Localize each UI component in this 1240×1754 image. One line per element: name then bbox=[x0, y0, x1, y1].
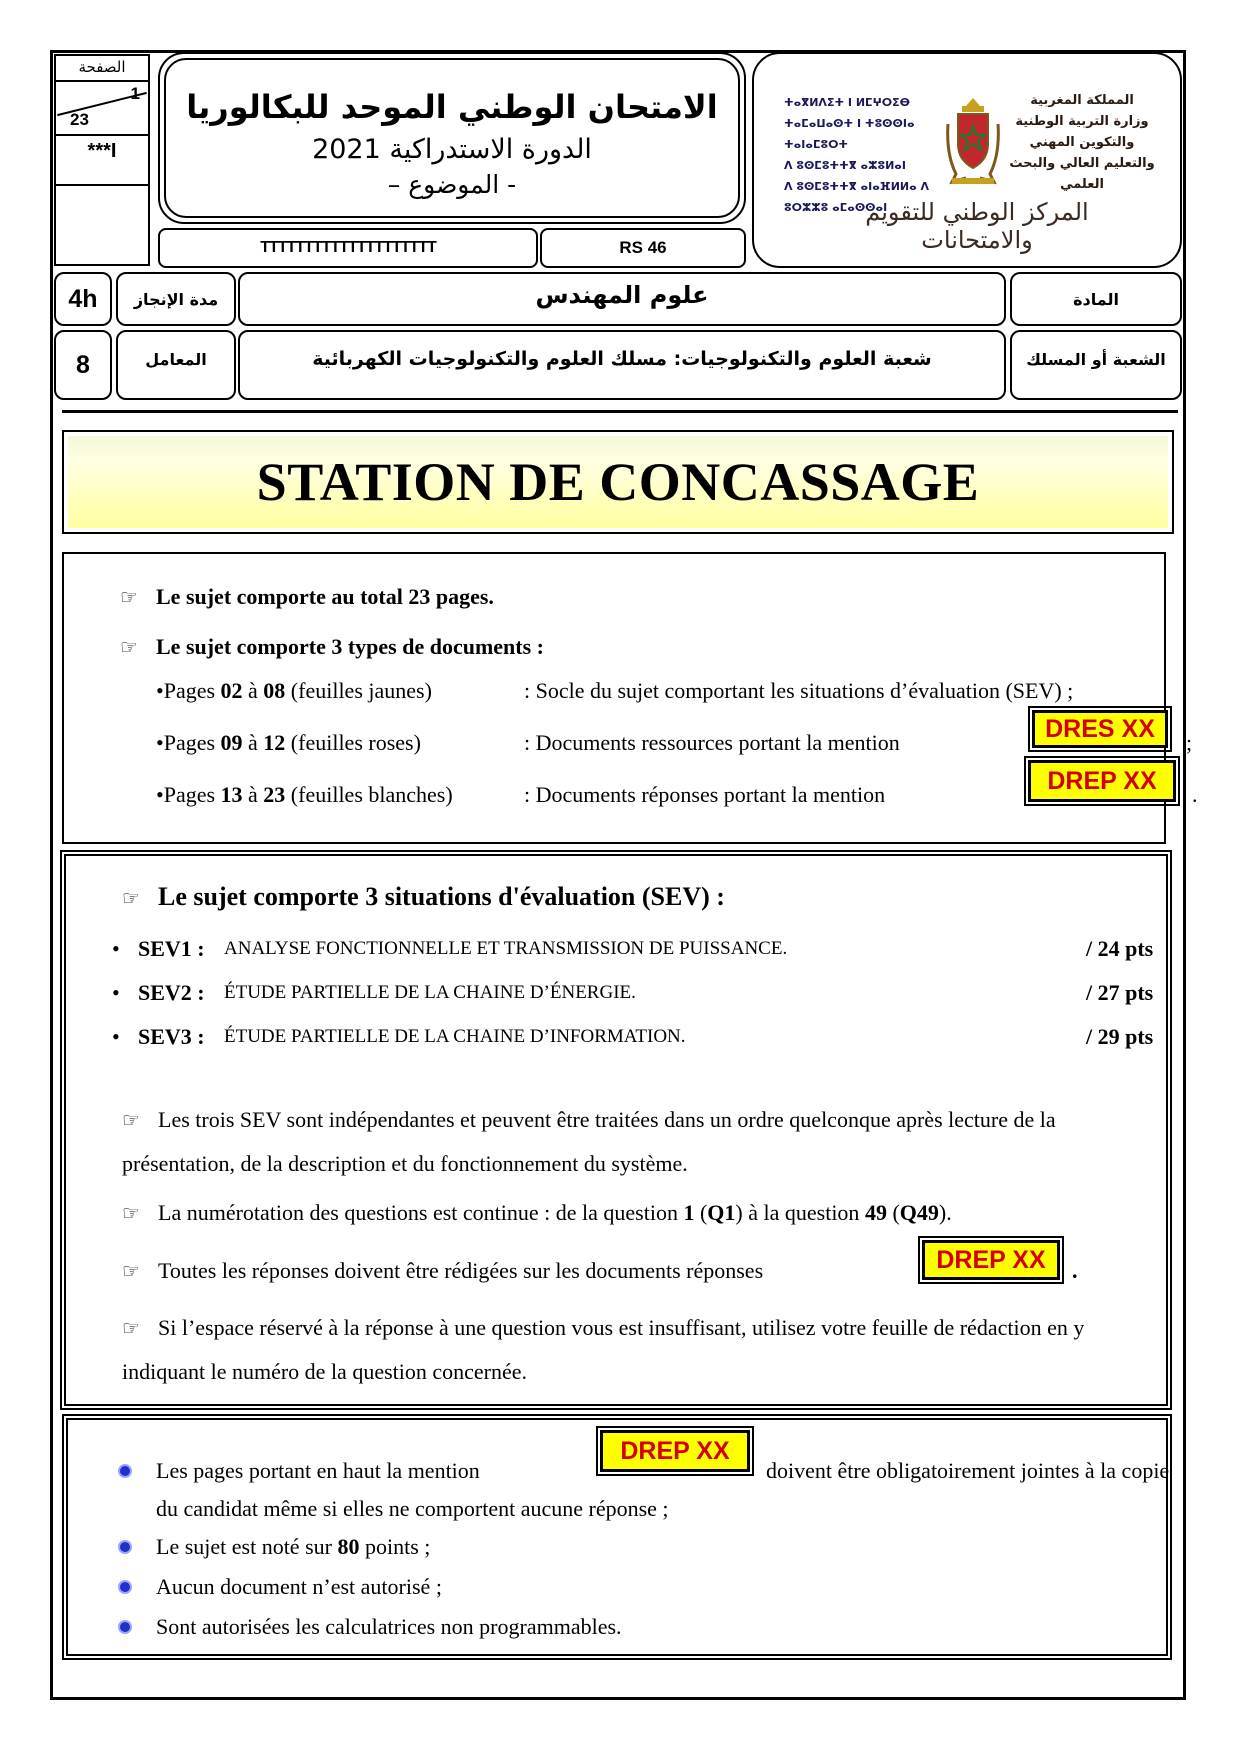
pointing-hand-icon: ☞ bbox=[120, 635, 138, 659]
doc-from: 13 bbox=[220, 782, 243, 807]
bullet-icon: • bbox=[156, 782, 164, 807]
branch-name: شعبة العلوم والتكنولوجيات: مسلك العلوم والتكنولوجيات الكهربائية bbox=[312, 348, 932, 370]
doc-end: ; bbox=[1186, 730, 1193, 755]
note-numbering-a: La numérotation des questions est continue : de la question bbox=[158, 1200, 684, 1225]
dres-tag: DRES XX bbox=[1032, 710, 1168, 748]
doc-type-row bbox=[156, 678, 1156, 704]
rule-item-1c: du candidat même si elles ne comportent aucune réponse ; bbox=[156, 1496, 669, 1521]
doc-pre: Pages bbox=[163, 782, 221, 807]
pointing-hand-icon: ☞ bbox=[122, 1259, 140, 1283]
duration-label bbox=[116, 272, 236, 326]
doc-mid: à bbox=[242, 730, 264, 755]
doc-desc: : Socle du sujet comportant les situations d’évaluation (SEV) ; bbox=[524, 678, 1074, 703]
bullet-icon: • bbox=[112, 980, 120, 1005]
page-label: الصفحة bbox=[56, 58, 148, 82]
drep-tag: DREP XX bbox=[600, 1430, 750, 1472]
ministry-line: المملكة المغربية bbox=[1030, 93, 1134, 108]
sev-heading-text: Le sujet comporte 3 situations d'évaluation (SEV) : bbox=[158, 882, 725, 911]
rule-item-2b: 80 bbox=[337, 1534, 360, 1559]
doc-to: 12 bbox=[263, 730, 286, 755]
branch-label bbox=[1010, 330, 1182, 400]
note-numbering bbox=[122, 1200, 1132, 1226]
ministry-line: والتكوين المهني bbox=[1029, 135, 1135, 150]
doc-type-row bbox=[156, 715, 1193, 756]
doc-mid: à bbox=[242, 782, 264, 807]
sev-code: SEV3 : bbox=[138, 1024, 205, 1049]
note-numbering-c: ( bbox=[694, 1200, 708, 1225]
sev-label: ÉTUDE PARTIELLE DE LA CHAINE D’ÉNERGIE. bbox=[224, 982, 636, 1003]
subject-name-box bbox=[238, 272, 1006, 326]
title-banner bbox=[62, 430, 1174, 534]
blue-bullet-icon bbox=[120, 1542, 130, 1552]
rule-item-2 bbox=[156, 1534, 430, 1560]
note-numbering-f: 49 bbox=[864, 1200, 887, 1225]
code-left-text: TTTTTTTTTTTTTTTTTTTT bbox=[260, 239, 436, 256]
rule-item-1a: Les pages portant en haut la mention bbox=[156, 1458, 480, 1483]
doc-pre: Pages bbox=[163, 678, 221, 703]
note-space-text: Si l’espace réservé à la réponse à une question vous est insuffisant, utilisez votre feuille de rédaction en y indiquant le numéro de la question concernée. bbox=[122, 1315, 1085, 1384]
doc-desc: : Documents ressources portant la mention bbox=[524, 730, 900, 755]
duration-value bbox=[54, 272, 112, 326]
exam-title-box bbox=[158, 52, 746, 224]
doc-line-2 bbox=[120, 634, 544, 660]
bullet-icon: • bbox=[156, 730, 164, 755]
sev-heading bbox=[122, 882, 725, 912]
note-independent-text: Les trois SEV sont indépendantes et peuvent être traitées dans un ordre quelconque après lecture de la présentation, de la description et du fonctionnement du système. bbox=[122, 1107, 1056, 1176]
pointing-hand-icon: ☞ bbox=[122, 1201, 140, 1225]
tifinagh-line: ⵜⴰⵎⴰⵡⴰⵙⵜ ⵏ ⵜⵓⵙⵙⵏⴰ ⵜⴰⵏⴰⵎⵓⵔⵜ bbox=[784, 117, 915, 151]
rule-item-2c: points ; bbox=[359, 1534, 431, 1559]
branch-label-text: الشعبة أو المسلك bbox=[1026, 350, 1166, 369]
doc-from: 09 bbox=[220, 730, 243, 755]
branch-box bbox=[238, 330, 1006, 400]
ministry-arabic bbox=[998, 90, 1166, 195]
sev-row bbox=[112, 1024, 1152, 1050]
main-title: STATION DE CONCASSAGE bbox=[256, 452, 980, 512]
coef-label-text: المعامل bbox=[145, 350, 207, 369]
doc-to: 23 bbox=[263, 782, 286, 807]
coat-of-arms-icon bbox=[942, 94, 1004, 186]
center-name: المركز الوطني للتقويم والامتحانات bbox=[865, 198, 1089, 254]
doc-pre: Pages bbox=[163, 730, 221, 755]
page-number-box bbox=[54, 54, 150, 266]
rule-item-3: Aucun document n’est autorisé ; bbox=[156, 1574, 442, 1599]
blue-bullet-icon bbox=[120, 1582, 130, 1592]
title-divider bbox=[62, 410, 1178, 413]
sev-points: / 29 pts bbox=[1086, 1024, 1154, 1049]
sev-row bbox=[112, 936, 1152, 962]
doc-line-1-text: Le sujet comporte au total 23 pages. bbox=[156, 584, 494, 609]
rules-box bbox=[66, 1418, 1168, 1656]
sev-code: SEV1 : bbox=[138, 936, 205, 961]
sev-points: / 24 pts bbox=[1086, 936, 1154, 961]
duration-label-text: مدة الإنجاز bbox=[133, 289, 219, 309]
sev-row bbox=[112, 980, 1152, 1006]
note-numbering-g: ( bbox=[886, 1200, 900, 1225]
stars-code: ***I bbox=[87, 140, 117, 162]
code-right bbox=[540, 228, 746, 268]
pointing-hand-icon: ☞ bbox=[122, 1316, 140, 1340]
sev-code: SEV2 : bbox=[138, 980, 205, 1005]
note-numbering-e: ) à la question bbox=[735, 1200, 865, 1225]
sev-points: / 27 pts bbox=[1086, 980, 1154, 1005]
ministry-line: وزارة التربية الوطنية bbox=[1015, 114, 1149, 129]
doc-from: 02 bbox=[220, 678, 243, 703]
tifinagh-line: ⴷ ⵓⵙⵎⵓⵜⵜⴳ ⴰⵏⴰⴼⵍⵍⴰ ⴷ ⵓⵔⵣⵣⵓ ⴰⵎⴰⵙⵙⴰⵏ bbox=[784, 180, 930, 214]
documents-box bbox=[62, 552, 1198, 844]
sev-label: ÉTUDE PARTIELLE DE LA CHAINE D’INFORMATION. bbox=[224, 1026, 686, 1047]
bullet-icon: • bbox=[156, 678, 164, 703]
drep-tag: DREP XX bbox=[1028, 760, 1176, 802]
coef-value-text: 8 bbox=[76, 350, 90, 379]
sev-box bbox=[64, 854, 1168, 1406]
pointing-hand-icon: ☞ bbox=[122, 886, 140, 910]
tifinagh-line: ⵜⴰⴳⵍⴷⵉⵜ ⵏ ⵍⵎⵖⵔⵉⴱ bbox=[784, 96, 911, 109]
note-numbering-i: ). bbox=[938, 1200, 952, 1225]
exam-title: الامتحان الوطني الموحد للبكالوريا bbox=[186, 88, 718, 126]
doc-line-2-text: Le sujet comporte 3 types de documents : bbox=[156, 634, 544, 659]
doc-end: . bbox=[1192, 782, 1198, 807]
session: الدورة الاستدراكية 2021 bbox=[312, 134, 592, 165]
page-number: 1 bbox=[130, 84, 140, 103]
pointing-hand-icon: ☞ bbox=[122, 1108, 140, 1132]
doc-post: (feuilles blanches) bbox=[285, 782, 453, 807]
duration-value-text: 4h bbox=[68, 284, 98, 313]
rule-item-1b: doivent être obligatoirement jointes à la copie bbox=[766, 1458, 1170, 1483]
doc-desc: : Documents réponses portant la mention bbox=[524, 782, 886, 807]
note-space bbox=[122, 1306, 1122, 1394]
doc-mid: à bbox=[242, 678, 264, 703]
subject-name: علوم المهندس bbox=[535, 281, 709, 309]
subject-type: - الموضوع – bbox=[387, 170, 517, 199]
doc-type-row bbox=[156, 767, 1198, 808]
divider bbox=[56, 184, 148, 186]
code-right-text: RS 46 bbox=[619, 238, 667, 257]
page-total: 23 bbox=[70, 110, 89, 129]
drep-tag: DREP XX bbox=[922, 1240, 1060, 1280]
subject-label-text: المادة bbox=[1073, 289, 1119, 309]
coef-label bbox=[116, 330, 236, 400]
ministry-line: والتعليم العالي والبحث العلمي bbox=[1009, 156, 1155, 192]
doc-to: 08 bbox=[263, 678, 286, 703]
code-left bbox=[158, 228, 538, 268]
bullet-icon: • bbox=[112, 936, 120, 961]
tifinagh-line: ⴷ ⵓⵙⵎⵓⵜⵜⴳ ⴰⵣⵓⵍⴰⵏ bbox=[784, 159, 906, 172]
coef-value bbox=[54, 330, 112, 400]
doc-line-1 bbox=[120, 584, 494, 610]
subject-label bbox=[1010, 272, 1182, 326]
divider bbox=[56, 134, 148, 136]
note-independent bbox=[122, 1098, 1122, 1186]
doc-post: (feuilles jaunes) bbox=[285, 678, 432, 703]
note-responses-text: Toutes les réponses doivent être rédigées sur les documents réponses bbox=[158, 1258, 764, 1283]
rule-item-2a: Le sujet est noté sur bbox=[156, 1534, 338, 1559]
note-numbering-b: 1 bbox=[683, 1200, 695, 1225]
pointing-hand-icon: ☞ bbox=[120, 585, 138, 609]
rule-item-4: Sont autorisées les calculatrices non programmables. bbox=[156, 1614, 622, 1639]
ministry-box bbox=[752, 52, 1182, 268]
blue-bullet-icon bbox=[120, 1466, 130, 1476]
doc-post: (feuilles roses) bbox=[285, 730, 421, 755]
note-responses-end: . bbox=[1072, 1258, 1078, 1283]
note-numbering-h: Q49 bbox=[899, 1200, 939, 1225]
note-numbering-d: Q1 bbox=[707, 1200, 736, 1225]
note-responses bbox=[122, 1246, 1132, 1284]
bullet-icon: • bbox=[112, 1024, 120, 1049]
sev-label: ANALYSE FONCTIONNELLE ET TRANSMISSION DE PUISSANCE. bbox=[224, 938, 788, 959]
blue-bullet-icon bbox=[120, 1622, 130, 1632]
